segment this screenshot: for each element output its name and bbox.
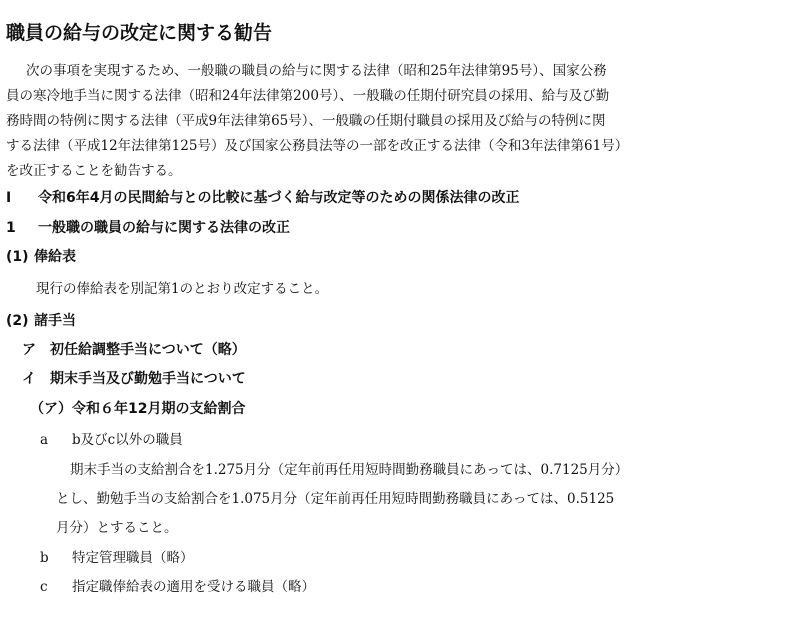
item-body: 現行の俸給表を別記第1のとおり改定すること。	[36, 281, 329, 297]
subitem-heading-a	[22, 340, 246, 360]
section-title: 令和6年4月の民間給与との比較に基づく給与改定等のための関係法律の改正	[38, 190, 520, 206]
sub-subitem-title: 令和６年12月期の支給割合	[72, 401, 246, 417]
point-number: c	[40, 579, 48, 595]
subitem-heading-i	[22, 369, 246, 389]
sub-subitem-heading	[30, 399, 245, 419]
point-body-line: 月分）とすること。	[56, 520, 178, 536]
section-number: 1	[6, 220, 16, 236]
point-title: 指定職俸給表の適用を受ける職員（略）	[72, 579, 315, 595]
section-heading-1	[6, 218, 290, 238]
point-body-line: とし、勤勉手当の支給割合を1.075月分（定年前再任用短時間勤務職員にあっては、0.5125	[56, 491, 615, 507]
point-heading-a	[40, 430, 183, 450]
section-heading-I	[6, 188, 519, 208]
item-heading-1	[6, 247, 76, 267]
intro-line: を改正することを勧告する。	[6, 163, 182, 179]
point-title: b及びc以外の職員	[72, 432, 183, 448]
subitem-title: 期末手当及び勤勉手当について	[50, 371, 246, 387]
intro-line: 務時間の特例に関する法律（平成9年法律第65号）、一般職の任期付職員の採用及び給与の特例に関	[6, 113, 606, 129]
subitem-number: ア	[22, 342, 36, 358]
point-heading-b	[40, 548, 194, 568]
item-title: 俸給表	[34, 249, 76, 265]
document-title: 職員の給与の改定に関する勧告	[6, 22, 273, 44]
point-heading-c	[40, 577, 315, 597]
subitem-title: 初任給調整手当について（略）	[50, 342, 246, 358]
section-title: 一般職の職員の給与に関する法律の改正	[38, 220, 290, 236]
item-heading-2	[6, 311, 76, 331]
point-title: 特定管理職員（略）	[72, 550, 194, 566]
sub-subitem-number: （ア）	[30, 401, 72, 417]
subitem-number: イ	[22, 371, 36, 387]
intro-line: 員の寒冷地手当に関する法律（昭和24年法律第200号）、一般職の任期付研究員の採用、給与及び勤	[6, 88, 610, 104]
point-number: a	[40, 432, 49, 448]
intro-line: 次の事項を実現するため、一般職の職員の給与に関する法律（昭和25年法律第95号）、国家公務	[26, 63, 607, 79]
item-title: 諸手当	[34, 313, 76, 329]
section-number: Ⅰ	[6, 190, 12, 206]
item-number: (1)	[6, 249, 29, 265]
point-body-line: 期末手当の支給割合を1.275月分（定年前再任用短時間勤務職員にあっては、0.7125月分）	[70, 462, 629, 478]
intro-line: する法律（平成12年法律第125号）及び国家公務員法等の一部を改正する法律（令和3年法律第61号）	[6, 138, 629, 154]
point-number: b	[40, 550, 49, 566]
item-number: (2)	[6, 313, 29, 329]
